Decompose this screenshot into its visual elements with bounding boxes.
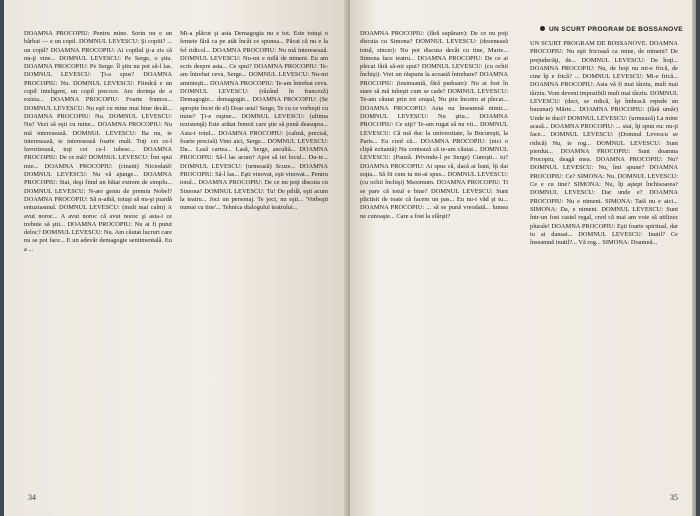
text-column-2: [180, 30, 328, 498]
running-head-text: UN SCURT PROGRAM DE BOSSANOVE: [549, 26, 683, 33]
column-text: DOAMNA PROCOPIU: (fără supărare): De ce nu poţi discuta cu Simona? DOMNUL LEVESCU: (desenează totul, sincer): Nu pot discuta decât cu tine, Marie... Simona face teatru... DOAMNA PROCOPIU: De ce ai plecat fără să-mi spui? DOMNUL LEVESCU: (cu ochii închişi): Vrei un răspuns la această întrebare? DOAMNA PROCOPIU: (insinuantă, fără pudoare): Nu ai fost în stare să mă iubeşti cum se cade? DOMNUL LEVESCU: Te-am căutat prin tot oraşul, Nu ştiu încotro ai plecat... DOAMNA PROCOPIU: Asta nu înseamnă nimic... DOMNUL LEVESCU: Nu ştiu... DOAMNA PROCOPIU: Ce uiţi? Te-am rugat să nu vii... DOMNUL LEVESCU: Că mă duc la universitate, la Bucureşti, la Paris... Eu cred că... DOAMNA PROCOPIU: (nici o clipă ezitantă) Nu contează că te-am căutat... DOMNUL LEVESCU: (Pauză. Privindu-l pe Serge) Cunoşti... tu? DOAMNA PROCOPIU: Ai spus că, dacă ai bani, îţi dai soţia... Să fii cum tu mi-ai spus... DOMNUL LEVESCU: (cu ochii închişi) Maximum. DOAMNA PROCOPIU: Ti se pare că totul e bine? DOMNUL LEVESCU: Sunt plictisit de toate că facem un pas... Eu nu-i văd şi tu... DOAMNA PROCOPIU: ... să se pună vreodată... lumea ne cunoaşte... Care a fost la sfârşit?: [360, 30, 508, 220]
page-edge: [692, 0, 696, 516]
running-head: [540, 26, 690, 33]
page-number-right: 35: [670, 493, 678, 502]
column-text: Mi-a plăcut şi asta Demagogia nu e tot. Este totuşi o femeie fără ca pe atât încât ce spunea... Păcat că nu e la fel ridicol... DOAMNA PROCOPIU: Nu mă interesează. DOMNUL LEVESCU: Nu-mi e milă de nimeni. Eu am scris despre asta... Ce spui? DOAMNA PROCOPIU: Te-am întrebat ceva, Serge... DOMNUL LEVESCU: Nu-mi aminteşti... DOAMNA PROCOPIU: Te-am întrebat ceva. DOMNUL LEVESCU: (râzând în franceză) Demagogie... demagogie... DOAMNA PROCOPIU: (Se apropie încet de el) Doar asta? Serge, Te cu ce vorbeşti cu mine? Ţi-e ruşine... DOMNUL LEVESCU: (ultima rezistenţă) Este arătat femeii care ştie să pună deasupra... Asta-i totul... DOAMNA PROCOPIU: (calmă, precisă, foarte precisă) Vino aici, Serge... DOMNUL LEVESCU: Da... Lasă cartea... Lasă, Serge, ascultă... DOAMNA PROCOPIU: Să-l las acum? Apoi să iei locul... Du-te... DOMNUL LEVESCU: (urmează) Scuze... DOAMNA PROCOPIU: Să-l las... Eşti vinovat, eşti vinovat... Pentru totul... DOAMNA PROCOPIU: De ce nu poţi discuta cu Simona? DOMNUL LEVESCU: Tu! De pildă, eşti acum la teatru... Joci un personaj. Te joci, nu eşti... 'Vorbeşti numai cu tine'... Tehnica dialogului teatrului...: [180, 30, 328, 212]
page-number-left: 34: [28, 493, 36, 502]
left-page: [4, 0, 348, 516]
text-column-1: [24, 30, 172, 498]
column-text: DOAMNA PROCOPIU: Pentru mine. Sorin nu e un bărbat — e un copil. DOMNUL LEVESCU: Şi copiii? ... un copil? DOAMNA PROCOPIU: Ai copilul ţi-a zis că nu-ţi vine... DOMNUL LEVESCU: Pe Serge, o ştiu. DOAMNA PROCOPIU: Pe Serge. îl ştiu nu pot să-l las. DOMNUL LEVESCU: Ţi-a spus? DOAMNA PROCOPIU: Nu. DOMNUL LEVESCU: Fiindcă e un copil inteligent, un copil precoce. Are dorinţa de a exista... DOAMNA PROCOPIU: Foarte frumos... DOMNUL LEVESCU: Nu eşti cu mine mai bine decât... DOAMNA PROCOPIU: Nu. DOMNUL LEVESCU: Nu? Vezi să eşti cu mine... DOAMNA PROCOPIU: Nu mă interesează. DOMNUL LEVESCU: Ba nu, te interesează, te interesează foarte mult. Toţi cei ce-l favorizează, toţi cei ce-l iubesc... DOAMNA PROCOPIU: De ce mă? DOMNUL LEVESCU: Îmi spui mie... DOAMNA PROCOPIU: (cinstit) Niciodată! DOMNUL LEVESCU: Nu vă ajunge... DOAMNA PROCOPIU: Stai, deşi fiind un băiat extrem de simplu... DOMNUL LEVESCU: N-are geniu de premiu Nobel? DOAMNA PROCOPIU: Să n-aibă, totuşi să nu-şi piardă entuziasmul. DOMNUL LEVESCU: (mult mai calm) A avut noroc... A avut noroc că avut noroc şi asta-i ce trebuie să ştii... DOAMNA PROCOPIU: Nu ai fi putut deloc? DOMNUL LEVESCU: Nu. Am căutat lucruri care nu se pot face... E un adevăr demagogie sentimentală. Eu a ...: [24, 30, 172, 253]
text-column-3: [360, 30, 508, 498]
open-book: [4, 0, 696, 516]
right-page: [350, 0, 696, 516]
text-column-4: [530, 40, 678, 498]
bullet-icon: [540, 26, 545, 31]
column-text: UN SCURT PROGRAM DE BOSSANOVE. DOAMNA PROCOPIU: Nu eşti fricoasă ca mine, de nimeni? De prejudecăţi, de... DOMNUL LEVESCU: De hoţi... DOAMNA PROCOPIU: Nu, de hoţi nu mi-e frică, de cine îţi e frică? ... DOMNUL LEVESCU: Mi-e frică... DOAMNA PROCOPIU: Asta vă fi mai târziu, mult mai târziu. Vom deveni impozibili mult mai târziu. DOMNUL LEVESCU: (deci, se ridică, îşi îmbracă repede un buzunar) Mărie... DOAMNA PROCOPIU: (fără umăr) Unde te duci? DOMNUL LEVESCU: (urmează) La mine acasă... DOAMNA PROCOPIU: ... stai, îţi spun eu: nu-ţi face... DOMNUL LEVESCU: (Domnul Levescu se ridică) Nu, te rog... DOMNUL LEVESCU: Sunt pierdut... DOAMNA PROCOPIU: Sunt doamna Procopiu, deagă mea. DOAMNA PROCOPIU: Nu? DOMNUL LEVESCU: Nu, îmi spune? DOAMNA PROCOPIU: Ce? SIMONA: Nu. DOMNUL LEVESCU: Ce e cu tine? SIMONA: Nu, îţi aştept închisoarea? DOMNUL LEVESCU: Dar unde e? DOAMNA PROCOPIU: Nu e nimeni. SIMONA: Tată nu e aici... SIMONA: Da, e nimeni. DOMNUL LEVESCU: Sunt într-un fost castel regal, cred că mai am voie să utilizez plurale! DOAMNA PROCOPIU: Eşti foarte spiritual, dar tu ai dansat... DOMNUL LEVESCU: Inutil? Ce înseamnă inutil?... Vă rog... SIMONA: Doamnă...: [530, 40, 678, 247]
